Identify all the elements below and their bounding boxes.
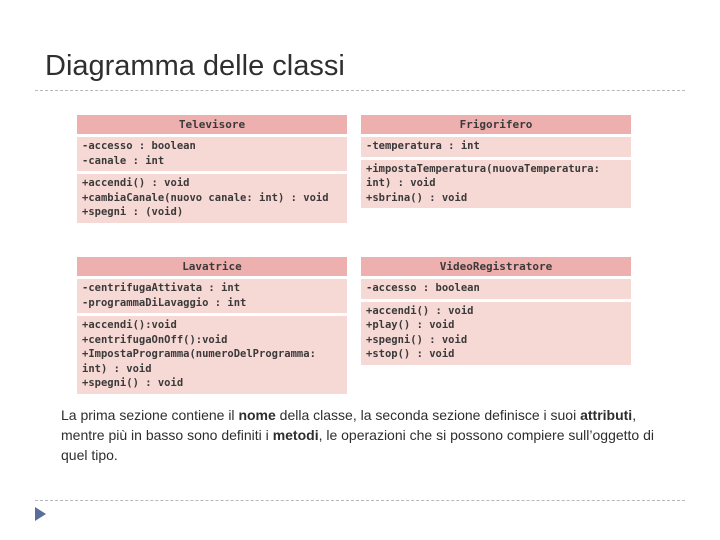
method: +impostaTemperatura(nuovaTemperatura: int) : void [366,162,607,189]
slide-title: Diagramma delle classi [45,50,345,82]
class-name: VideoRegistratore [361,257,631,276]
caption-text [61,405,681,465]
attribute: -centrifugaAttivata : int [82,282,241,294]
attributes-section [77,279,347,313]
bullet-triangle-icon [35,507,46,521]
class-name: Televisore [77,115,347,134]
method: +ImpostaProgramma(numeroDelProgramma: int) : void [82,348,323,375]
attribute: -temperatura : int [366,140,480,152]
class-box-televisore [77,115,347,223]
attribute: -accesso : boolean [82,140,196,152]
top-divider [35,90,685,91]
caption-part: La prima sezione contiene il [61,407,239,423]
method: +accendi():void [82,319,177,331]
caption-bold-metodi: metodi [272,427,319,443]
method: +stop() : void [366,348,455,360]
method: +sbrina() : void [366,191,468,204]
method: +accendi() : void [366,304,474,317]
class-box-lavatrice [77,257,347,394]
attribute: -programmaDiLavaggio : int [82,296,247,309]
caption-part: della classe, la seconda sezione definisce i suoi [275,407,581,423]
method: +play() : void [366,319,455,331]
caption-part: , le operazioni che si possono compiere sull’oggetto di quel tipo. [61,427,654,463]
class-name: Frigorifero [361,115,631,134]
methods-section [361,302,631,365]
caption-part: , mentre più in basso sono definiti i [61,407,637,443]
attribute: -canale : int [82,154,165,167]
method: +spegni : (void) [82,206,184,218]
method: +cambiaCanale(nuovo canale: int) : void [82,191,329,204]
attributes-section [77,137,347,171]
methods-section [77,316,347,394]
attribute: -accesso : boolean [366,282,480,294]
methods-section [77,174,347,223]
class-box-videoregistratore [361,257,631,365]
method: +accendi() : void [82,177,190,189]
methods-section [361,160,631,209]
class-name: Lavatrice [77,257,347,276]
attributes-section [361,279,631,299]
method: +centrifugaOnOff():void [82,333,228,346]
method: +spegni() : void [366,333,468,346]
caption-bold-attributi: attributi [580,407,633,423]
attributes-section [361,137,631,157]
caption-bold-nome: nome [238,407,276,423]
method: +spegni() : void [82,377,184,389]
class-box-frigorifero [361,115,631,208]
bottom-divider [35,500,685,501]
